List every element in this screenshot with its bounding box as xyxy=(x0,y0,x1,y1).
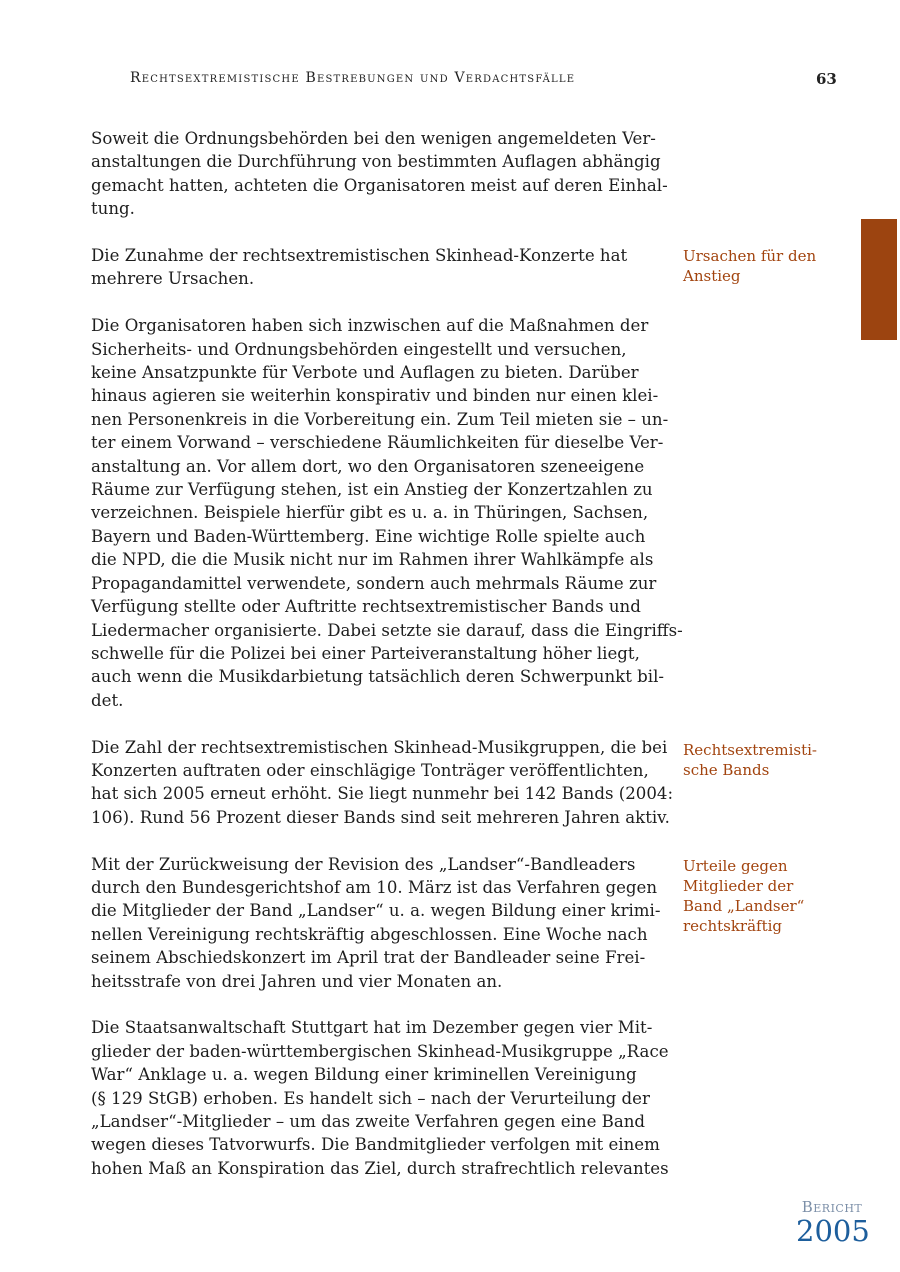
margin-note-bands xyxy=(683,740,833,780)
margin-note-verdicts xyxy=(683,856,833,936)
text-line: hat sich 2005 erneut erhöht. Sie liegt nunmehr bei 142 Bands (2004: xyxy=(91,784,674,804)
paragraph-5 xyxy=(91,853,671,993)
running-header-title: Rechtsextremistische Bestrebungen und Verdachtsfälle xyxy=(130,70,576,86)
text-line: Soweit die Ordnungsbehörden bei den wenigen angemeldeten Ver- xyxy=(91,129,656,148)
text-line: hinaus agieren sie weiterhin konspirativ und binden nur einen klei- xyxy=(91,386,659,406)
text-line: Bayern und Baden-Württemberg. Eine wichtige Rolle spielte auch xyxy=(91,526,646,546)
margin-note-line: Rechtsextremisti- xyxy=(683,741,817,759)
text-line: Die Staatsanwaltschaft Stuttgart hat im Dezember gegen vier Mit- xyxy=(91,1018,653,1038)
text-line: keine Ansatzpunkte für Verbote und Auflagen zu bieten. Darüber xyxy=(91,363,639,383)
text-line: Liedermacher organisierte. Dabei setzte sie darauf, dass die Eingriffs- xyxy=(91,620,683,640)
text-line: „Landser“-Mitglieder – um das zweite Verfahren gegen eine Band xyxy=(91,1111,646,1131)
margin-note-line: Urteile gegen xyxy=(683,857,788,875)
margin-note-causes xyxy=(683,246,833,286)
text-line: auch wenn die Musikdarbietung tatsächlich deren Schwerpunkt bil- xyxy=(91,667,665,687)
text-line: det. xyxy=(91,690,124,710)
text-line: Propagandamittel verwendete, sondern auch mehrmals Räume zur xyxy=(91,573,657,593)
text-line: hohen Maß an Konspiration das Ziel, durch strafrechtlich relevantes xyxy=(91,1158,669,1178)
text-line: verzeichnen. Beispiele hierfür gibt es u. a. in Thüringen, Sachsen, xyxy=(91,503,649,523)
text-line: Die Organisatoren haben sich inzwischen auf die Maßnahmen der xyxy=(91,316,649,336)
text-line: gemacht hatten, achteten die Organisatoren meist auf deren Einhal- xyxy=(91,175,668,195)
paragraph-4 xyxy=(91,736,674,830)
paragraph-6 xyxy=(91,1016,671,1180)
text-line: Verfügung stellte oder Auftritte rechtsextremistischer Bands und xyxy=(91,597,641,617)
report-brand-logo xyxy=(796,1198,868,1246)
text-line: (§ 129 StGB) erhoben. Es handelt sich – nach der Verurteilung der xyxy=(91,1088,650,1108)
brand-year: 2005 xyxy=(796,1214,870,1248)
text-line: anstaltungen die Durchführung von bestimmten Auflagen abhängig xyxy=(91,152,661,172)
margin-note-line: rechtskräftig xyxy=(683,917,783,935)
text-line: die Mitglieder der Band „Landser“ u. a. wegen Bildung einer krimi- xyxy=(91,901,661,921)
brand-word: Bericht xyxy=(801,1198,863,1216)
text-line: die NPD, die die Musik nicht nur im Rahmen ihrer Wahlkämpfe als xyxy=(91,550,654,570)
text-line: War“ Anklage u. a. wegen Bildung einer kriminellen Vereinigung xyxy=(91,1065,637,1085)
main-text-column xyxy=(91,127,683,1204)
text-line: seinem Abschiedskonzert im April trat der Bandleader seine Frei- xyxy=(91,948,646,968)
text-line: durch den Bundesgerichtshof am 10. März ist das Verfahren gegen xyxy=(91,877,658,897)
text-line: mehrere Ursachen. xyxy=(91,269,255,289)
text-line: Räume zur Verfügung stehen, ist ein Anstieg der Konzertzahlen zu xyxy=(91,480,653,500)
text-line: Sicherheits- und Ordnungsbehörden eingestellt und versuchen, xyxy=(91,339,627,359)
text-line: nellen Vereinigung rechtskräftig abgeschlossen. Eine Woche nach xyxy=(91,924,648,944)
text-line: nen Personenkreis in die Vorbereitung ein. Zum Teil mieten sie – un- xyxy=(91,409,669,429)
margin-note-line: Band „Landser“ xyxy=(683,897,805,915)
text-line: Die Zahl der rechtsextremistischen Skinhead-Musikgruppen, die bei xyxy=(91,737,668,757)
text-line: ter einem Vorwand – verschiedene Räumlichkeiten für dieselbe Ver- xyxy=(91,433,664,453)
paragraph-1 xyxy=(91,127,671,221)
page-number: 63 xyxy=(816,70,837,88)
margin-note-line: Mitglieder der xyxy=(683,877,794,895)
margin-note-line: Ursachen für den xyxy=(683,247,817,265)
margin-note-line: sche Bands xyxy=(683,761,770,779)
chapter-side-tab xyxy=(861,219,897,340)
text-line: heitsstrafe von drei Jahren und vier Monaten an. xyxy=(91,971,503,991)
text-line: Die Zunahme der rechtsextremistischen Skinhead-Konzerte hat xyxy=(91,246,628,266)
text-line: anstaltung an. Vor allem dort, wo den Organisatoren szeneeigene xyxy=(91,456,645,476)
margin-note-line: Anstieg xyxy=(683,267,741,285)
text-line: Mit der Zurückweisung der Revision des „Landser“-Bandleaders xyxy=(91,854,636,874)
text-line: glieder der baden-württembergischen Skinhead-Musikgruppe „Race xyxy=(91,1041,669,1061)
text-line: schwelle für die Polizei bei einer Parteiveranstaltung höher liegt, xyxy=(91,643,640,663)
text-line: tung. xyxy=(91,199,135,219)
text-line: Konzerten auftraten oder einschlägige Tonträger veröffentlichten, xyxy=(91,760,649,780)
text-line: 106). Rund 56 Prozent dieser Bands sind seit mehreren Jahren aktiv. xyxy=(91,807,670,827)
paragraph-2 xyxy=(91,244,671,291)
text-line: wegen dieses Tatvorwurfs. Die Bandmitglieder verfolgen mit einem xyxy=(91,1135,660,1155)
paragraph-3 xyxy=(91,314,683,712)
